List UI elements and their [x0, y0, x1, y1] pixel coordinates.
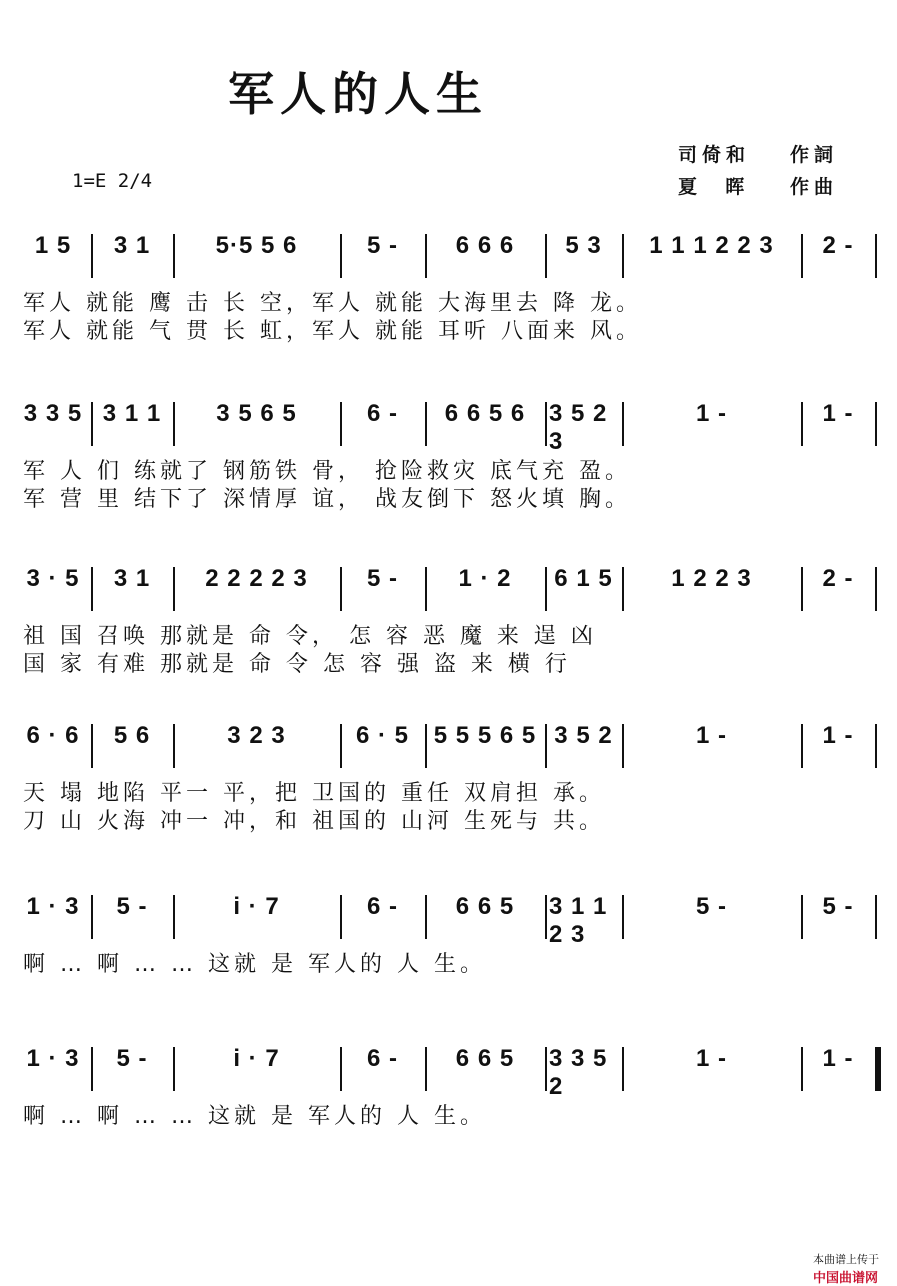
measure: 6 6 5	[455, 1045, 515, 1072]
measure: 1 · 2	[458, 565, 512, 592]
barline	[801, 895, 803, 939]
barline	[425, 724, 427, 768]
lyricist-role: 作詞	[790, 144, 839, 166]
barline	[173, 895, 175, 939]
measure: 5 -	[822, 893, 854, 920]
barline	[801, 724, 803, 768]
lyric-line: 刀 山 火海 冲一 冲，和 祖国的 山河 生死与 共。	[23, 809, 605, 834]
measure: i · 7	[233, 1045, 280, 1072]
measure: 5·5 5 6	[215, 232, 298, 259]
barline	[801, 234, 803, 278]
footer-text: 本曲谱上传于	[813, 1253, 879, 1266]
song-title: 军人的人生	[228, 67, 488, 121]
composer-role: 作曲	[790, 176, 839, 198]
key-signature: 1=E 2/4	[72, 170, 153, 192]
measure: 1 -	[822, 722, 854, 749]
barline	[340, 895, 342, 939]
measure: 1 -	[695, 1045, 727, 1072]
measure: 1 5	[34, 232, 72, 259]
barline	[801, 1047, 803, 1091]
footer-brand: 中国曲谱网	[813, 1271, 879, 1286]
measure: 3 2 3	[227, 722, 286, 749]
barline	[875, 1047, 881, 1091]
measure: 5 6	[113, 722, 151, 749]
barline	[875, 895, 877, 939]
measure: 3 5 6 5	[216, 400, 297, 427]
barline	[545, 567, 547, 611]
lyric-line: 天 塌 地陷 平一 平，把 卫国的 重任 双肩担 承。	[23, 781, 605, 806]
barline	[545, 1047, 547, 1091]
lyric-line: 国 家 有难 那就是 命 令 怎 容 强 盗 来 横 行	[23, 652, 571, 677]
measure: 5 -	[116, 893, 148, 920]
lyric-line: 军人 就能 气 贯 长 虹，军人 就能 耳听 八面来 风。	[23, 319, 642, 344]
measure: 1 · 3	[26, 893, 80, 920]
lyric-line: 啊 … 啊 … … 这就 是 军人的 人 生。	[23, 952, 486, 977]
barline	[425, 402, 427, 446]
lyric-line: 军人 就能 鹰 击 长 空，军人 就能 大海里去 降 龙。	[23, 291, 642, 316]
measure: 6 · 6	[26, 722, 80, 749]
barline	[622, 402, 624, 446]
footer	[806, 1238, 879, 1286]
measure: 1 2 2 3	[671, 565, 752, 592]
measure: 1 · 3	[26, 1045, 80, 1072]
barline	[340, 724, 342, 768]
barline	[801, 402, 803, 446]
measure: 3 3 5 2	[549, 1045, 608, 1100]
barline	[425, 234, 427, 278]
barline	[173, 234, 175, 278]
barline	[622, 567, 624, 611]
barline	[91, 402, 93, 446]
measure: 2 -	[822, 232, 854, 259]
barline	[340, 1047, 342, 1091]
measure: 6 · 5	[355, 722, 410, 749]
measure: i · 7	[233, 893, 280, 920]
lyric-line: 啊 … 啊 … … 这就 是 军人的 人 生。	[23, 1104, 486, 1129]
measure: 5 -	[366, 232, 398, 259]
lyricist: 司倚和	[678, 144, 751, 166]
barline	[173, 567, 175, 611]
barline	[622, 895, 624, 939]
barline	[425, 567, 427, 611]
barline	[340, 567, 342, 611]
barline	[91, 1047, 93, 1091]
measure: 1 -	[822, 1045, 854, 1072]
barline	[91, 724, 93, 768]
measure: 1 -	[695, 400, 727, 427]
measure: 3 1 1	[102, 400, 162, 427]
barline	[622, 724, 624, 768]
measure: 5 3	[565, 232, 602, 259]
measure: 2 2 2 2 3	[205, 565, 308, 592]
measure: 3 1	[113, 232, 151, 259]
measure: 3 5 2	[554, 722, 613, 749]
barline	[340, 402, 342, 446]
barline	[545, 234, 547, 278]
measure: 6 -	[366, 1045, 398, 1072]
measure: 6 1 5	[554, 565, 613, 592]
barline	[91, 567, 93, 611]
barline	[875, 234, 877, 278]
measure: 6 6 5	[455, 893, 515, 920]
measure: 1 -	[822, 400, 854, 427]
measure: 1 -	[695, 722, 727, 749]
measure: 5 -	[116, 1045, 148, 1072]
barline	[91, 895, 93, 939]
barline	[425, 1047, 427, 1091]
barline	[425, 895, 427, 939]
barline	[875, 402, 877, 446]
measure: 5 5 5 6 5	[433, 722, 537, 749]
barline	[875, 724, 877, 768]
measure: 3 1 1 2 3	[549, 893, 608, 948]
barline	[91, 234, 93, 278]
barline	[340, 234, 342, 278]
barline	[173, 1047, 175, 1091]
barline	[801, 567, 803, 611]
lyric-line: 军 人 们 练就了 钢筋铁 骨， 抢险救灾 底气充 盈。	[23, 459, 631, 484]
measure: 2 -	[822, 565, 854, 592]
barline	[875, 567, 877, 611]
measure: 5 -	[366, 565, 398, 592]
measure: 6 -	[366, 400, 398, 427]
measure: 3 3 5	[23, 400, 83, 427]
lyric-line: 祖 国 召唤 那就是 命 令， 怎 容 恶 魔 来 逞 凶	[23, 624, 597, 649]
measure: 3 5 2 3	[549, 400, 608, 455]
measure: 3 1	[113, 565, 151, 592]
measure: 6 -	[366, 893, 398, 920]
barline	[545, 895, 547, 939]
measure: 6 6 5 6	[444, 400, 526, 427]
composer: 夏 晖	[678, 176, 750, 198]
measure: 3 · 5	[26, 565, 80, 592]
measure: 5 -	[695, 893, 727, 920]
measure: 1 1 1 2 2 3	[649, 232, 774, 259]
barline	[545, 724, 547, 768]
measure: 6 6 6	[455, 232, 515, 259]
barline	[545, 402, 547, 446]
lyric-line: 军 营 里 结下了 深情厚 谊， 战友倒下 怒火填 胸。	[23, 487, 631, 512]
barline	[622, 1047, 624, 1091]
barline	[173, 724, 175, 768]
barline	[173, 402, 175, 446]
barline	[622, 234, 624, 278]
